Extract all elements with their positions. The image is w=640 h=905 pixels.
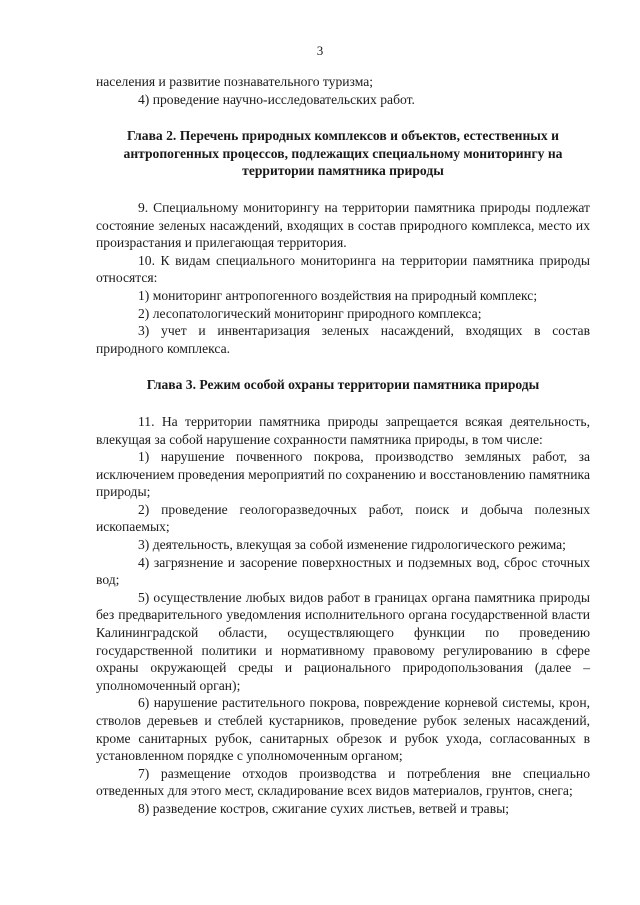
paragraph-11: 11. На территории памятника природы запрещается всякая деятельность, влекущая за собой нарушение сохранности памятника природы, в том числе: [96, 413, 590, 447]
paragraph-9: 9. Специальному мониторингу на территории памятника природы подлежат состояние зеленых насаждений, входящих в состав природного комплекса, место их произрастания и прилегающая территория. [96, 199, 590, 251]
monitoring-item-1: 1) мониторинг антропогенного воздействия на природный комплекс; [138, 287, 538, 303]
chapter-3-heading: Глава 3. Режим особой охраны территории памятника природы [146, 377, 540, 393]
prohibition-item-1: 1) нарушение почвенного покрова, производство земляных работ, за исключением проведения мероприятий по сохранению и восстановлению памятника природы; [96, 449, 590, 500]
paragraph-continuation: населения и развитие познавательного туризма; [96, 74, 374, 89]
prohibition-item-5: 5) осуществление любых видов работ в границах органа памятника природы без предварительного уведомления исполнительного органа государственной власти Калининградской области, осуществляющего функции по проведению государственной политики и нормативному правовому регулированию в сфере охраны окружающей среды и рационального природопользования (далее – уполномоченный орган); [96, 589, 590, 693]
prohibition-item-4: 4) загрязнение и засорение поверхностных и подземных вод, сброс сточных вод; [96, 554, 590, 588]
document-body [96, 73, 590, 818]
prohibition-item-2: 2) проведение геологоразведочных работ, поиск и добыча полезных ископаемых; [96, 501, 590, 535]
page-number: 3 [316, 43, 324, 58]
prohibition-item-3: 3) деятельность, влекущая за собой изменение гидрологического режима; [138, 537, 566, 553]
list-item-4: 4) проведение научно-исследовательских работ. [138, 91, 415, 107]
prohibition-item-8: 8) разведение костров, сжигание сухих листьев, ветвей и травы; [138, 800, 510, 816]
prohibition-item-7: 7) размещение отходов производства и потребления вне специально отведенных для этого мест, складирование всех видов материалов, грунтов, снега; [96, 765, 590, 799]
paragraph-10: 10. К видам специального мониторинга на территории памятника природы относятся: [96, 252, 590, 286]
prohibition-item-6: 6) нарушение растительного покрова, повреждение корневой системы, крон, стволов деревьев и стеблей кустарников, проведение рубок зеленых насаждений, кроме санитарных рубок, санитарных обрезок и рубок ухода, согласованных в установленном порядке с уполномоченным органом; [96, 695, 590, 764]
monitoring-item-2: 2) лесопатологический мониторинг природного комплекса; [138, 305, 482, 321]
chapter-2-heading: Глава 2. Перечень природных комплексов и объектов, естественных и антропогенных процессов, подлежащих специальному мониторингу на территории памятника природы [123, 128, 563, 179]
monitoring-item-3: 3) учет и инвентаризация зеленых насаждений, входящих в состав природного комплекса. [96, 323, 590, 356]
